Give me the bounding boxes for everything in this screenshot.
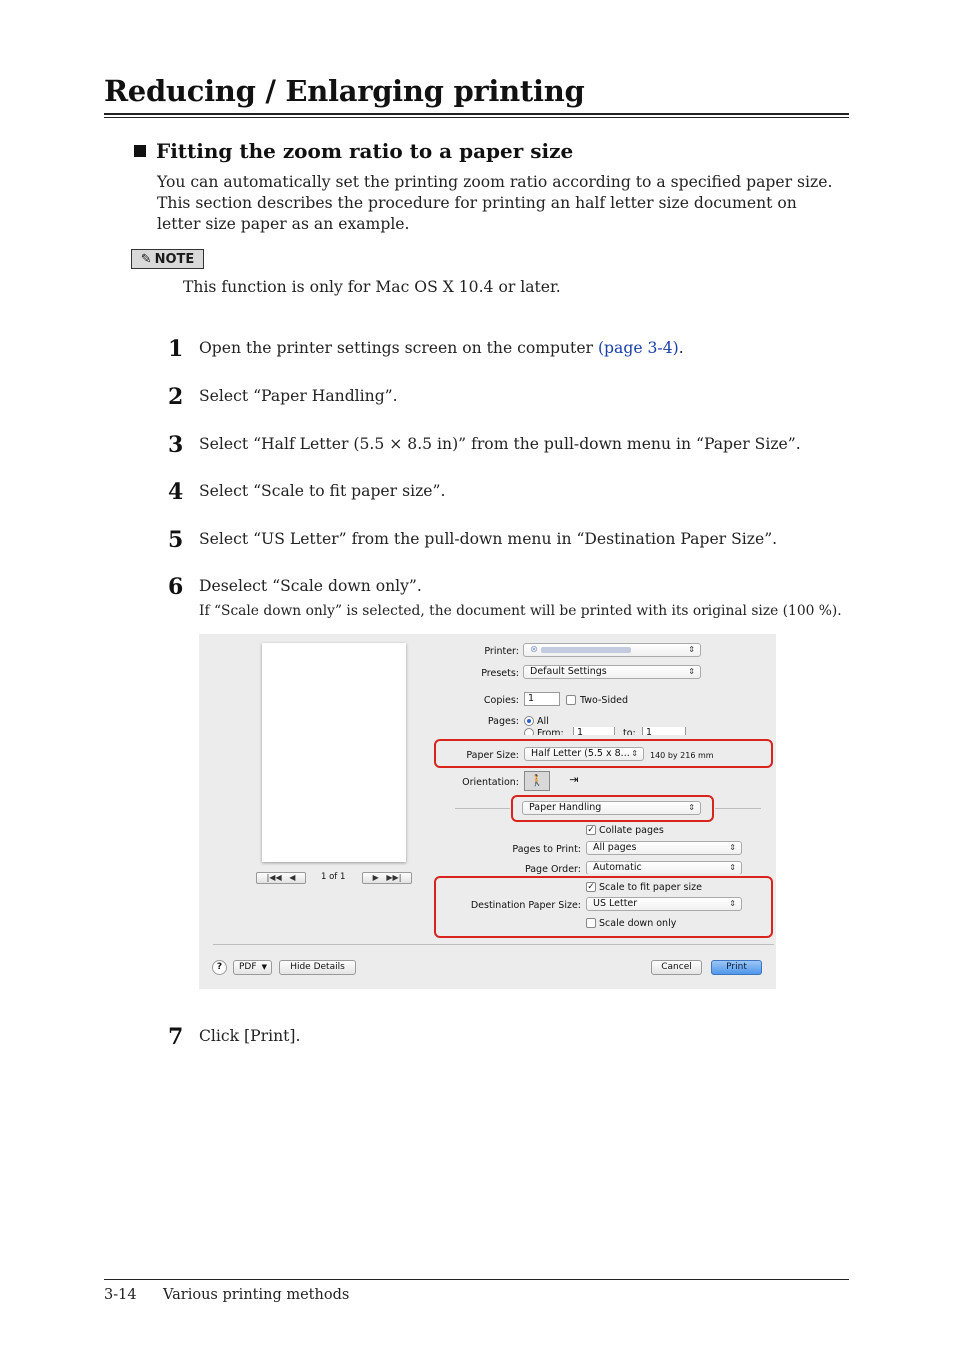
page-counter: 1 of 1 — [321, 872, 346, 882]
step-text: Click [Print]. — [199, 1027, 301, 1045]
paper-size-value: Half Letter (5.5 x 8... — [531, 748, 630, 759]
step-text: Select “Paper Handling”. — [199, 387, 398, 405]
to-field[interactable]: 1 — [642, 727, 686, 735]
scale-to-fit-label: Scale to fit paper size — [599, 882, 702, 893]
separator-right — [715, 808, 761, 809]
separator-left — [455, 808, 510, 809]
pdf-label: PDF — [239, 962, 257, 972]
print-button[interactable]: Print — [711, 960, 762, 975]
step-1-text: Open the printer settings screen on the computer — [199, 339, 598, 357]
pages-label: Pages: — [487, 716, 519, 727]
stepper-arrows-icon: ⇕ — [729, 843, 736, 852]
step-number: 5 — [168, 527, 184, 553]
paper-size-label: Paper Size: — [466, 750, 519, 761]
first-prev-buttons[interactable]: |◀◀ ◀ — [256, 872, 306, 884]
printer-popup[interactable]: ⊗ ⇕ — [523, 643, 701, 657]
footer-page-number: 3-14 — [104, 1287, 137, 1303]
collate-label: Collate pages — [599, 825, 664, 836]
orientation-label: Orientation: — [462, 777, 519, 788]
step-number: 4 — [168, 479, 184, 505]
to-label: to: — [623, 728, 636, 735]
page-order-label: Page Order: — [524, 864, 581, 874]
pages-all-label: All — [537, 716, 549, 727]
pages-to-print-value: All pages — [593, 842, 637, 853]
presets-label: Presets: — [481, 668, 519, 679]
help-button[interactable]: ? — [212, 960, 227, 975]
panel-value: Paper Handling — [529, 802, 602, 813]
footer-rule — [104, 1279, 849, 1280]
two-sided-label: Two-Sided — [580, 695, 628, 706]
destination-paper-value: US Letter — [593, 898, 638, 909]
two-sided-checkbox[interactable] — [566, 695, 576, 705]
stepper-arrows-icon: ⇕ — [631, 749, 638, 758]
intro-paragraph: You can automatically set the printing zoom ratio according to a specified paper size. This section describes the procedure for printing an half letter size document on letter size paper as an example. — [157, 173, 833, 233]
print-dialog — [199, 634, 776, 989]
stepper-arrows-icon: ⇕ — [729, 899, 736, 908]
pages-to-print-popup[interactable] — [586, 841, 742, 855]
portrait-orientation-icon[interactable]: 🚶 — [524, 771, 550, 791]
step-number: 7 — [168, 1024, 184, 1050]
step-text — [199, 339, 684, 357]
pages-range-row — [519, 727, 699, 735]
destination-paper-popup[interactable] — [586, 897, 742, 911]
from-label: From: — [537, 728, 564, 735]
pages-from-radio[interactable] — [524, 728, 534, 735]
step-text: Select “Half Letter (5.5 × 8.5 in)” from the pull-down menu in “Paper Size”. — [199, 435, 801, 453]
page-link[interactable]: (page 3-4) — [597, 339, 679, 357]
section-heading — [134, 139, 573, 163]
paper-size-popup[interactable] — [524, 747, 644, 761]
page-order-value: Automatic — [593, 862, 642, 873]
stepper-arrows-icon: ⇕ — [688, 645, 695, 654]
step-number: 3 — [168, 432, 184, 458]
collate-checkbox[interactable]: ✓ — [587, 825, 595, 835]
cancel-button[interactable]: Cancel — [651, 960, 702, 975]
step-number: 6 — [168, 574, 184, 600]
presets-value: Default Settings — [530, 666, 607, 677]
printer-label: Printer: — [484, 646, 519, 657]
copies-label: Copies: — [483, 695, 519, 706]
presets-popup[interactable] — [523, 665, 701, 679]
page-title: Reducing / Enlarging printing — [104, 74, 585, 108]
page-preview — [262, 643, 406, 862]
section-heading-text: Fitting the zoom ratio to a paper size — [156, 139, 574, 163]
scale-down-only-checkbox[interactable] — [586, 918, 596, 928]
from-field[interactable]: 1 — [573, 727, 615, 735]
pdf-button[interactable] — [233, 960, 272, 975]
pages-all-radio[interactable] — [524, 716, 534, 726]
note-badge-label: NOTE — [154, 252, 195, 267]
pencil-icon: ✎ — [140, 252, 152, 267]
title-rule — [104, 113, 849, 115]
landscape-orientation-icon[interactable]: ⇥ — [569, 773, 579, 786]
paper-size-dimensions: 140 by 216 mm — [650, 751, 714, 760]
step-text: Select “US Letter” from the pull-down menu in “Destination Paper Size”. — [199, 530, 778, 548]
bottom-separator — [213, 944, 774, 945]
square-bullet-icon — [134, 145, 146, 157]
hide-details-button[interactable]: Hide Details — [279, 960, 356, 975]
title-rule-thin — [104, 117, 849, 118]
pages-to-print-label: Pages to Print: — [512, 844, 581, 855]
stepper-arrows-icon: ⇕ — [688, 803, 695, 812]
stepper-arrows-icon: ⇕ — [688, 667, 695, 676]
page-order-popup[interactable] — [586, 861, 742, 874]
note-text: This function is only for Mac OS X 10.4 or later. — [183, 278, 561, 296]
page-order-row — [429, 861, 749, 874]
step-1-period: . — [678, 339, 684, 357]
scale-to-fit-checkbox[interactable]: ✓ — [587, 882, 595, 892]
destination-paper-label: Destination Paper Size: — [470, 900, 581, 911]
footer-chapter-title: Various printing methods — [163, 1287, 350, 1303]
step-text: Select “Scale to fit paper size”. — [199, 482, 446, 500]
blurred-printer-name — [541, 647, 631, 653]
stepper-arrows-icon: ⇕ — [729, 863, 736, 872]
step-text: Deselect “Scale down only”. — [199, 577, 422, 595]
step-number: 2 — [168, 384, 184, 410]
next-last-buttons[interactable]: ▶ ▶▶| — [362, 872, 412, 884]
note-badge — [131, 249, 204, 269]
copies-field[interactable]: 1 — [524, 692, 560, 706]
scale-down-only-label: Scale down only — [599, 918, 677, 929]
step-subnote: If “Scale down only” is selected, the document will be printed with its original size (100 %). — [199, 603, 842, 619]
chevron-down-icon: ▼ — [261, 963, 267, 971]
step-number: 1 — [168, 336, 184, 362]
panel-popup[interactable] — [522, 801, 701, 815]
